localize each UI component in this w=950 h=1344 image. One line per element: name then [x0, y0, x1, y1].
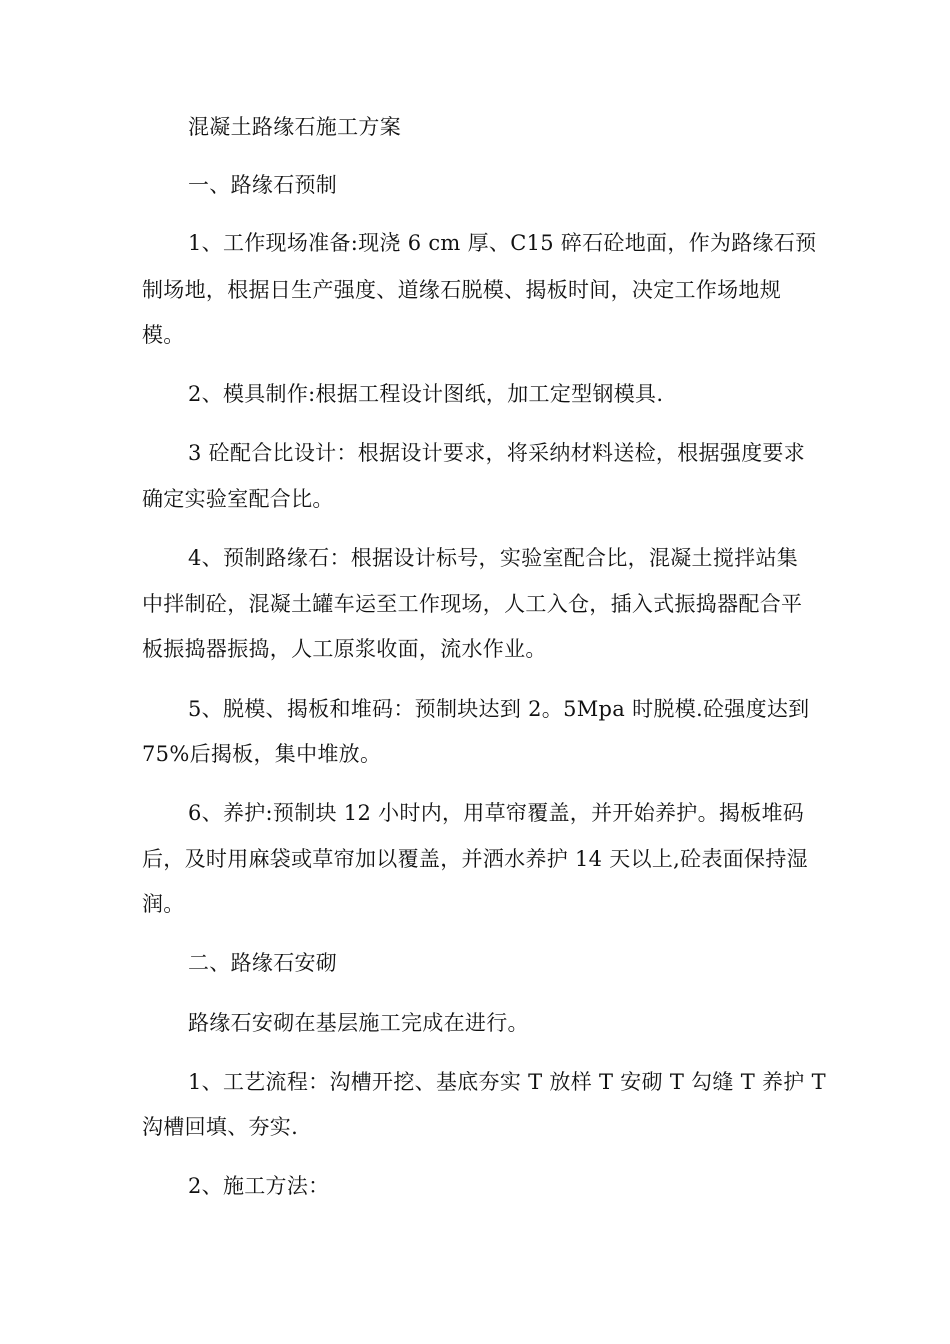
- paragraph-process-flow-line-2: 沟槽回填、夯实.: [142, 1115, 299, 1139]
- document-title: 混凝土路缘石施工方案: [188, 115, 401, 139]
- paragraph-process-flow-line-1: 1、工艺流程：沟槽开挖、基底夯实 T 放样 T 安砌 T 勾缝 T 养护 T: [188, 1070, 826, 1094]
- paragraph-demolding-line-2: 75%后揭板，集中堆放。: [142, 742, 382, 766]
- paragraph-demolding-line-1: 5、脱模、揭板和堆码：预制块达到 2。5Mpa 时脱模.砼强度达到: [188, 697, 810, 721]
- paragraph-prefab-curb-line-2: 中拌制砼，混凝土罐车运至工作现场，人工入仓，插入式振捣器配合平: [142, 592, 803, 616]
- paragraph-mix-design-line-1: 3 砼配合比设计：根据设计要求，将采纳材料送检，根据强度要求: [188, 441, 806, 465]
- paragraph-mix-design-line-2: 确定实验室配合比。: [142, 487, 334, 511]
- section-heading-installation: 二、路缘石安砌: [188, 951, 338, 975]
- paragraph-curing-line-1: 6、养护:预制块 12 小时内，用草帘覆盖，并开始养护。揭板堆码: [188, 801, 805, 825]
- paragraph-installation-intro: 路缘石安砌在基层施工完成在进行。: [188, 1011, 529, 1035]
- paragraph-curing-line-3: 润。: [142, 892, 185, 916]
- section-heading-prefabrication: 一、路缘石预制: [188, 173, 338, 197]
- paragraph-curing-line-2: 后，及时用麻袋或草帘加以覆盖，并洒水养护 14 天以上,砼表面保持湿: [142, 847, 808, 871]
- paragraph-site-preparation-line-1: 1、工作现场准备:现浇 6 cm 厚、C15 碎石砼地面，作为路缘石预: [188, 231, 817, 255]
- paragraph-site-preparation-line-3: 模。: [142, 323, 185, 347]
- paragraph-prefab-curb-line-1: 4、预制路缘石：根据设计标号，实验室配合比，混凝土搅拌站集: [188, 546, 799, 570]
- paragraph-mold-making: 2、模具制作:根据工程设计图纸，加工定型钢模具.: [188, 382, 664, 406]
- paragraph-construction-method: 2、施工方法：: [188, 1174, 330, 1198]
- paragraph-site-preparation-line-2: 制场地，根据日生产强度、道缘石脱模、揭板时间，决定工作场地规: [142, 278, 781, 302]
- paragraph-prefab-curb-line-3: 板振捣器振捣，人工原浆收面，流水作业。: [142, 637, 547, 661]
